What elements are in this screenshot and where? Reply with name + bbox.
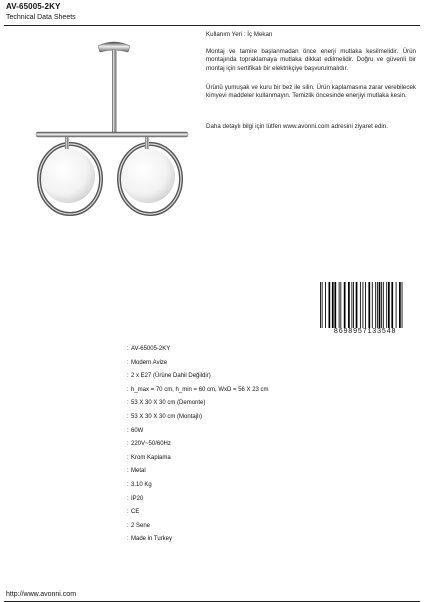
- website-paragraph: Daha detaylı bilgi için lütfen www.avonni.com adresini ziyaret edin.: [206, 123, 388, 130]
- spec-separator: :: [127, 536, 129, 543]
- spec-value: IP20: [131, 495, 144, 502]
- spec-value: 220V~50/60Hz: [131, 441, 171, 448]
- safety-paragraph: Montaj ve tamire başlanmadan önce enerji mutlaka kesilmelidir. Ürün montajında topraklamaya mutlaka dikkat edilmelidir. Doğru ve güvenli bir montaj için sertifikalı bir elektrikçiye başvurulmalıdır.: [206, 48, 416, 72]
- spec-value: 53 X 30 X 30 cm (Demonte): [131, 400, 206, 407]
- barcode-number: 8698957133548: [318, 328, 412, 336]
- spec-separator: :: [127, 346, 129, 352]
- spec-separator: :: [127, 482, 129, 488]
- usage-location: Kullanım Yeri : İç Mekan: [206, 31, 273, 38]
- spec-value: Krom Kaplama: [131, 454, 171, 461]
- cleaning-paragraph: Ürünü yumuşak ve kuru bir bez ile silin. Ürün kaplamasına zarar verebilecek kimyevi maddeler kullanmayın. Temizlik öncesinde enerjiyi mutlaka kesin.: [206, 84, 416, 100]
- spec-separator: :: [127, 359, 129, 366]
- top-divider: [4, 25, 420, 26]
- spec-value: CE: [131, 509, 140, 516]
- spec-value: 2 Sene: [131, 522, 151, 529]
- spec-value: 3.10 Kg: [131, 482, 152, 488]
- spec-value: 2 x E27 (Ürüne Dahil Değildir): [131, 373, 211, 380]
- spec-separator: :: [127, 414, 129, 420]
- product-code-title: AV-65005-2KY: [6, 2, 61, 11]
- spec-value: Made in Turkey: [131, 536, 173, 543]
- spec-value: 60W: [131, 427, 144, 434]
- spec-separator: :: [127, 495, 129, 502]
- spec-value: 53 X 30 X 30 cm (Montajlı): [131, 414, 203, 420]
- spec-separator: :: [127, 441, 129, 448]
- spec-separator: :: [127, 373, 129, 380]
- spec-separator: :: [127, 522, 129, 529]
- product-image: [30, 36, 195, 221]
- spec-separator: :: [127, 386, 129, 393]
- footer-url[interactable]: http://www.avonni.com: [6, 591, 77, 598]
- spec-value: Modern Avize: [131, 359, 168, 366]
- spec-value: h_max = 70 cm, h_min = 60 cm, WxD = 56 X 23 cm: [131, 386, 269, 393]
- spec-separator: :: [127, 427, 129, 434]
- spec-value: Metal: [131, 468, 146, 475]
- document-subtitle: Technical Data Sheets: [6, 14, 76, 21]
- spec-separator: :: [127, 468, 129, 475]
- spec-value: AV-65005-2KY: [131, 346, 171, 352]
- spec-separator: :: [127, 454, 129, 461]
- spec-separator: :: [127, 509, 129, 516]
- spec-separator: :: [127, 400, 129, 407]
